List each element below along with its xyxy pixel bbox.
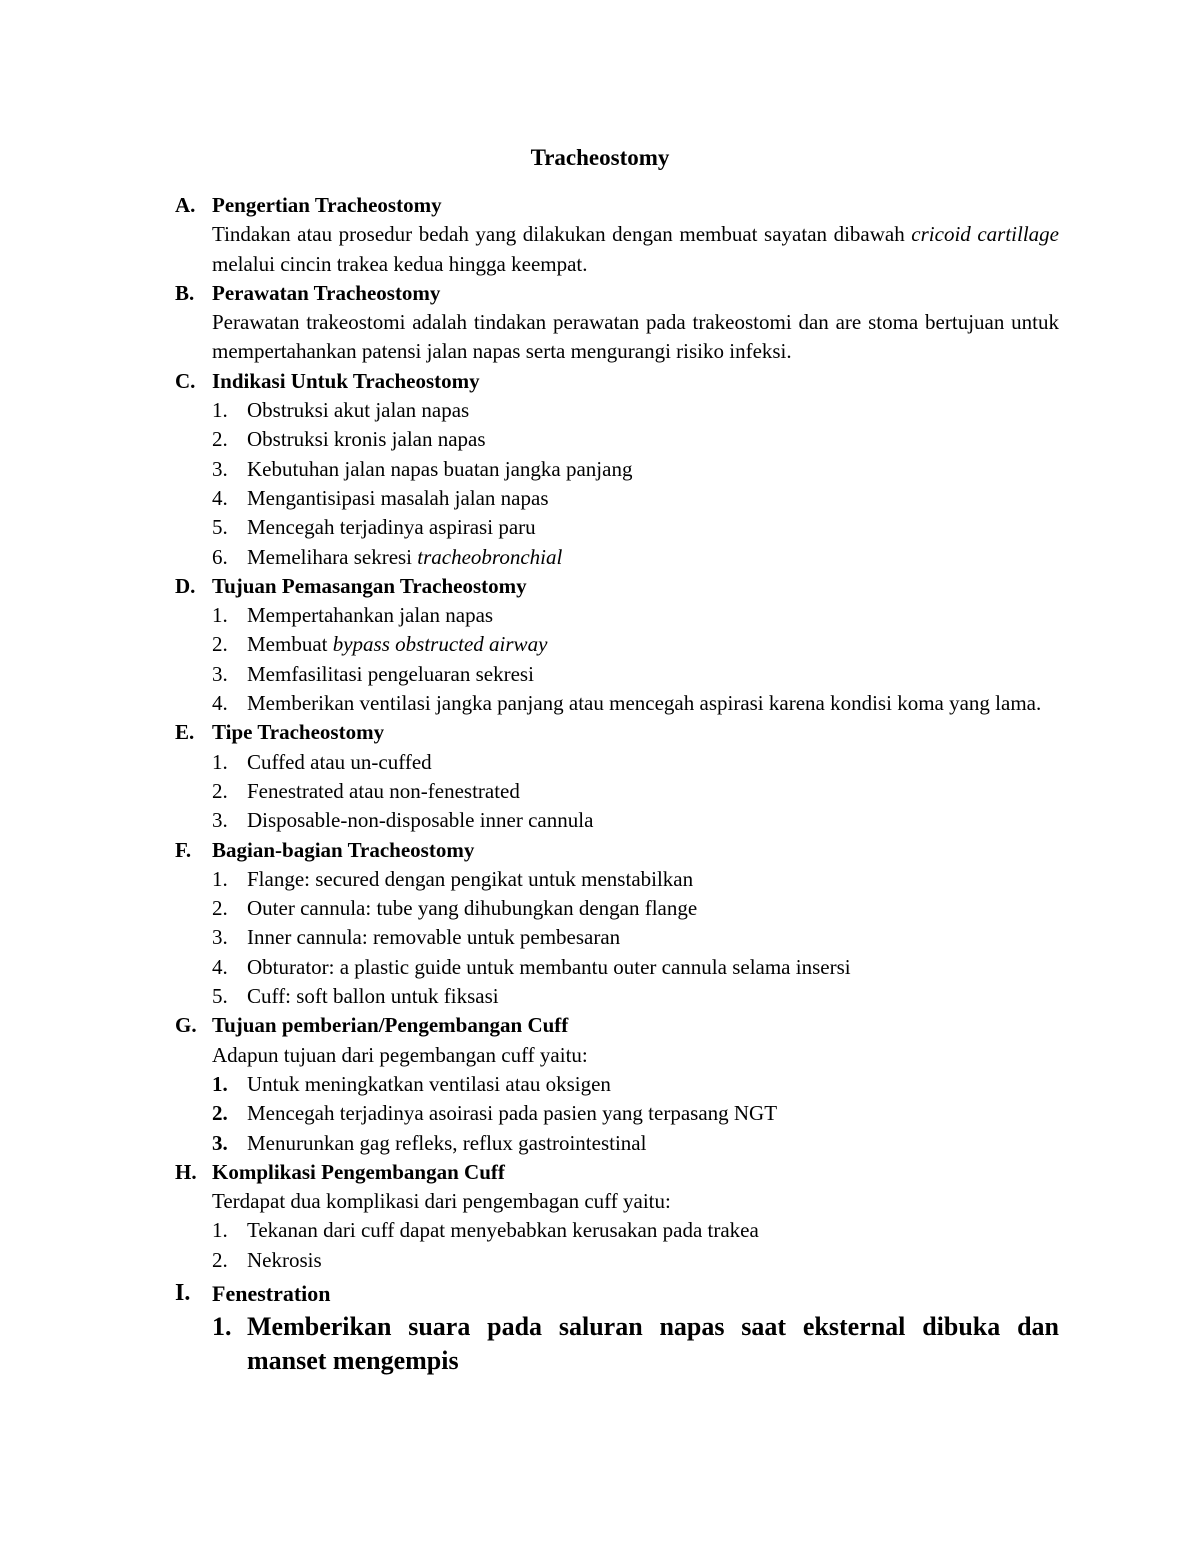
list-item [212,953,1059,982]
section-e-heading [175,718,1059,747]
section-title: Bagian-bagian Tracheostomy [212,837,475,862]
section-letter: E. [175,720,195,745]
list-number: 2. [212,896,228,921]
list-number: 3. [212,808,228,833]
section-letter: C. [175,368,196,393]
section-b-paragraph: Perawatan trakeostomi adalah tindakan perawatan pada trakeostomi dan are stoma bertujuan untuk mempertahankan patensi jalan napas serta mengurangi risiko infeksi. [212,310,1059,364]
document-title: Tracheostomy [530,145,670,170]
section-title: Fenestration [212,1280,331,1306]
list-text: Memberikan ventilasi jangka panjang atau mencegah aspirasi karena kondisi koma yang lama. [247,691,1042,716]
list-text: Obstruksi kronis jalan napas [247,427,486,452]
list-text: Inner cannula: removable untuk pembesaran [247,925,621,950]
list-item [212,865,1059,894]
section-g-heading [175,1011,1059,1040]
list-text-container [247,630,1059,659]
section-letter: F. [175,837,192,862]
list-text: Memfasilitasi pengeluaran sekresi [247,661,534,686]
section-letter: D. [175,573,196,598]
list-number: 2. [212,778,228,803]
list-text: Cuff: soft ballon untuk fiksasi [247,984,499,1009]
list-text: Menurunkan gag refleks, reflux gastrointestinal [247,1130,647,1155]
list-number: 1. [212,1218,228,1243]
list-italic-term: tracheobronchial [417,544,563,569]
list-number: 2. [212,1101,228,1126]
list-item [212,513,1059,542]
list-number: 4. [212,954,228,979]
list-text: Obstruksi akut jalan napas [247,398,470,423]
list-text: Nekrosis [247,1247,322,1272]
list-text: Outer cannula: tube yang dihubungkan dengan flange [247,896,698,921]
section-letter: B. [175,280,195,305]
section-title: Komplikasi Pengembangan Cuff [212,1159,505,1184]
list-text: Disposable-non-disposable inner cannula [247,808,594,833]
list-item [212,630,1059,659]
list-number: 4. [212,485,228,510]
list-item [212,806,1059,835]
list-number: 1. [212,398,228,423]
section-title: Indikasi Untuk Tracheostomy [212,368,480,393]
list-number: 3. [212,661,228,686]
list-number: 2. [212,632,228,657]
list-text: Obturator: a plastic guide untuk membantu outer cannula selama insersi [247,954,851,979]
list-number: 1. [212,1071,228,1096]
paragraph-text: melalui cincin trakea kedua hingga keempat. [212,251,588,276]
list-item [212,543,1059,572]
list-number: 5. [212,515,228,540]
list-item [212,484,1059,513]
list-number: 1. [212,749,228,774]
section-a-paragraph [212,220,1059,279]
list-item [212,1216,1059,1245]
list-number: 2. [212,427,228,452]
list-text: Fenestrated atau non-fenestrated [247,778,520,803]
paragraph-text: Tindakan atau prosedur bedah yang dilakukan dengan membuat sayatan dibawah [212,222,912,247]
section-d-heading [175,572,1059,601]
list-number: 3. [212,1130,228,1155]
list-text: Mencegah terjadinya asoirasi pada pasien yang terpasang NGT [247,1101,778,1126]
section-b-heading [175,279,1059,308]
section-h-heading [175,1158,1059,1187]
list-item [212,660,1059,689]
section-c-heading [175,367,1059,396]
list-text: Flange: secured dengan pengikat untuk menstabilkan [247,866,694,891]
section-letter: A. [175,193,196,217]
list-number: 1. [212,1311,232,1341]
list-number: 3. [212,456,228,481]
list-italic-term: bypass obstructed airway [332,632,548,657]
list-item [212,982,1059,1011]
section-f-heading [175,836,1059,865]
section-letter: I. [175,1279,191,1306]
list-item [212,894,1059,923]
section-title: Tujuan pemberian/Pengembangan Cuff [212,1013,569,1038]
list-text: Cuffed atau un-cuffed [247,749,432,774]
list-text: Mengantisipasi masalah jalan napas [247,485,549,510]
list-number: 2. [212,1247,228,1272]
list-number: 6. [212,544,228,569]
list-item [212,455,1059,484]
list-item [212,1129,1059,1158]
section-title: Perawatan Tracheostomy [212,280,441,305]
list-text-container [247,543,1059,572]
list-text: Memelihara sekresi [247,544,418,569]
list-item [212,777,1059,806]
list-item [212,1070,1059,1099]
list-item [212,748,1059,777]
list-text: Tekanan dari cuff dapat menyebabkan kerusakan pada trakea [247,1218,759,1243]
section-h-intro: Terdapat dua komplikasi dari pengembagan cuff yaitu: [212,1189,671,1214]
list-item [212,601,1059,630]
section-g-intro: Adapun tujuan dari pegembangan cuff yaitu: [212,1042,588,1067]
section-a-heading [175,191,1059,220]
section-title: Tujuan Pemasangan Tracheostomy [212,573,527,598]
list-item [212,1246,1059,1275]
list-number: 1. [212,603,228,628]
list-text: Kebutuhan jalan napas buatan jangka panjang [247,456,633,481]
list-number: 3. [212,925,228,950]
list-number: 5. [212,984,228,1009]
list-text: Mempertahankan jalan napas [247,603,494,628]
list-number: 1. [212,866,228,891]
section-title: Pengertian Tracheostomy [212,193,442,217]
list-text: Memberikan suara pada saluran napas saat eksternal dibuka dan manset mengempis [247,1311,1059,1375]
paragraph-italic-term: cricoid cartillage [911,222,1059,247]
list-text: Untuk meningkatkan ventilasi atau oksigen [247,1071,611,1096]
section-i-heading [175,1278,1059,1309]
list-item [212,923,1059,952]
list-item [212,689,1059,718]
section-letter: G. [175,1013,197,1038]
list-item [212,396,1059,425]
list-text: Membuat [247,632,333,657]
section-letter: H. [175,1159,197,1184]
list-item [212,1310,1059,1378]
list-number: 4. [212,691,228,716]
document-body [175,191,1059,1378]
section-title: Tipe Tracheostomy [212,720,385,745]
list-item [212,1099,1059,1128]
list-text: Mencegah terjadinya aspirasi paru [247,515,536,540]
list-item [212,425,1059,454]
